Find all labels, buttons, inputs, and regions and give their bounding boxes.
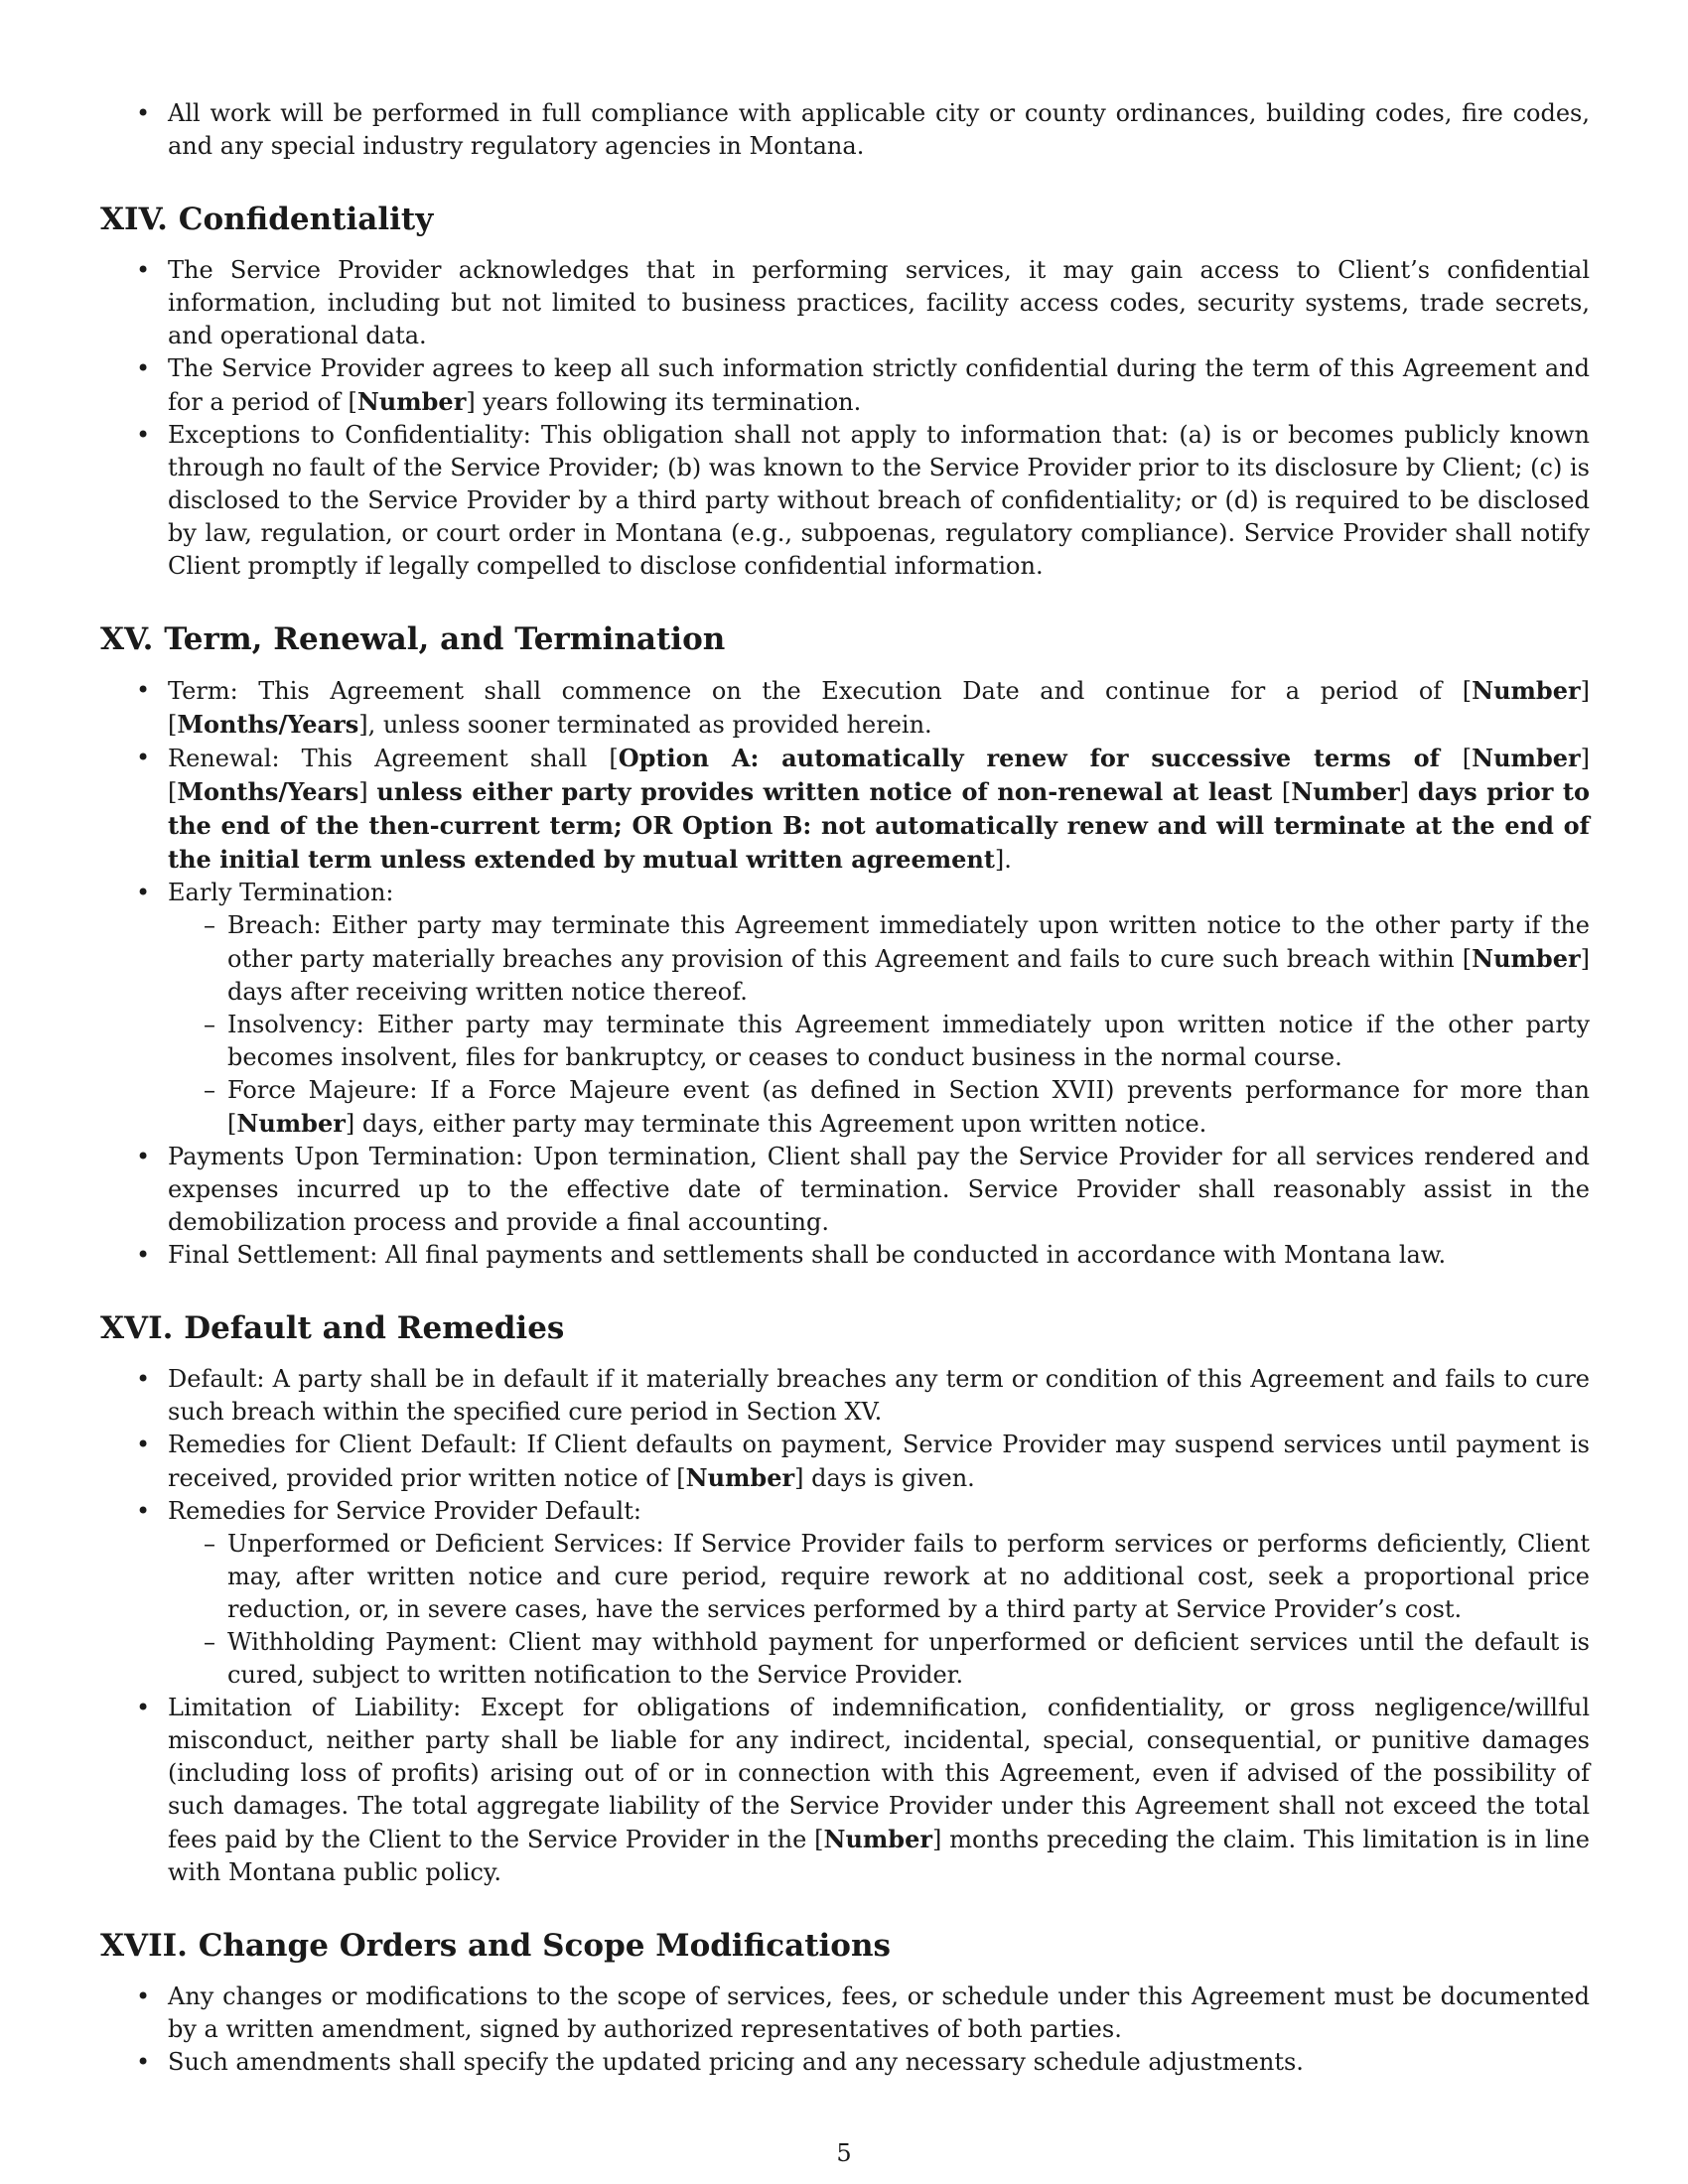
placeholder-field: Number [236, 1109, 346, 1138]
renewal-option-text: days prior to the end of the then-current term; OR Option B: not automatically renew and will terminate at the end of the initial term unless extended by mutual written agreement [168, 777, 1591, 874]
early-termination-item: • Early Termination: – Breach: Either party may terminate this Agreement immediately upon written notice to the other party if the other party materially breaches any provision of this Agreement and fails to cure such breach within [Number] days after receiving written notice thereof. – Insolvency: Either party may terminate this Agreement immediately upon written notice if the other party becomes insolvent, files for bankruptcy, or ceases to conduct business in the normal course. – Force Majeure: If a Force Majeure event (as defined in Section XVII) prevents performance for more than [Number] days, either party may terminate this Agreement upon written notice. [100, 877, 1590, 1141]
document-body [100, 97, 1590, 2079]
section-heading-term: XV. Term, Renewal, and Termination [100, 621, 726, 657]
provider-default-sublist [168, 1528, 1590, 1692]
unperformed-item: – Unperformed or Deficient Services: If Service Provider fails to perform services or performs deficiently, Client may, after written notice and cure period, require rework at no additional cost, seek a proportional price reduction, or, in severe cases, have the services performed by a third party at Service Provider’s cost. [168, 1528, 1590, 1626]
placeholder-field: Months/Years [177, 777, 359, 806]
list-item: • Such amendments shall specify the updated pricing and any necessary schedule adjustments. [100, 2046, 1590, 2079]
placeholder-field: Number [823, 1825, 932, 1853]
compliance-bullet: • All work will be performed in full compliance with applicable city or county ordinances, building codes, fire codes, and any special industry regulatory agencies in Montana. [100, 97, 1590, 163]
section-heading-change-orders: XVII. Change Orders and Scope Modifications [100, 1928, 891, 1964]
placeholder-field: Number [685, 1463, 795, 1492]
provider-default-item: • Remedies for Service Provider Default: – Unperformed or Deficient Services: If Service Provider fails to perform services or performs deficiently, Client may, after written notice and cure period, require rework at no additional cost, seek a proportional price reduction, or, in severe cases, have the services performed by a third party at Service Provider’s cost. – Withholding Payment: Client may withhold payment for unperformed or deficient services until the default is cured, subject to written notification to the Service Provider. [100, 1495, 1590, 1692]
placeholder-field: Number [1472, 676, 1581, 705]
renewal-option-text: unless either party provides written notice of non-renewal at least [376, 777, 1282, 806]
list-item: • The Service Provider acknowledges that in performing services, it may gain access to Client’s confidential information, including but not limited to business practices, facility access codes, security systems, trade secrets, and operational data. [100, 254, 1590, 352]
section-heading-default: XVI. Default and Remedies [100, 1310, 565, 1346]
term-item: • Term: This Agreement shall commence on the Execution Date and continue for a period of [Number] [Months/Years], unless sooner terminated as provided herein. [100, 674, 1590, 742]
placeholder-field: Number [1472, 944, 1581, 973]
default-item: • Default: A party shall be in default if it materially breaches any term or condition of this Agreement and fails to cure such breach within the specified cure period in Section XV. [100, 1363, 1590, 1429]
term-list [100, 674, 1590, 1272]
default-list [100, 1363, 1590, 1889]
breach-item: – Breach: Either party may terminate this Agreement immediately upon written notice to the other party if the other party materially breaches any provision of this Agreement and fails to cure such breach within [Number] days after receiving written notice thereof. [168, 909, 1590, 1009]
confidentiality-list [100, 254, 1590, 583]
page-number: 5 [836, 2139, 852, 2167]
placeholder-field: Months/Years [177, 710, 359, 739]
client-default-item: • Remedies for Client Default: If Client defaults on payment, Service Provider may suspend services until payment is received, provided prior written notice of [Number] days is given. [100, 1429, 1590, 1495]
intro-list [100, 97, 1590, 163]
force-majeure-item: – Force Majeure: If a Force Majeure event (as defined in Section XVII) prevents performance for more than [Number] days, either party may terminate this Agreement upon written notice. [168, 1074, 1590, 1141]
renewal-item: • Renewal: This Agreement shall [Option A: automatically renew for successive terms of [Number] [Months/Years] unless either party provides written notice of non-renewal at least [Number] days prior to the end of the then-current term; OR Option B: not automatically renew and will terminate at the end of the initial term unless extended by mutual written agreement]. [100, 742, 1590, 877]
renewal-option-text: Option A: automatically renew for successive terms of [618, 744, 1463, 772]
limitation-item: • Limitation of Liability: Except for obligations of indemnification, confidentiality, or gross negligence/willful misconduct, neither party shall be liable for any indirect, incidental, special, consequential, or punitive damages (including loss of profits) arising out of or in connection with this Agreement, even if advised of the possibility of such damages. The total aggregate liability of the Service Provider under this Agreement shall not exceed the total fees paid by the Client to the Service Provider in the [Number] months preceding the claim. This limitation is in line with Montana public policy. [100, 1692, 1590, 1889]
final-settlement-item: • Final Settlement: All final payments and settlements shall be conducted in accordance with Montana law. [100, 1239, 1590, 1272]
list-item: • Exceptions to Confidentiality: This obligation shall not apply to information that: (a) is or becomes publicly known through no fault of the Service Provider; (b) was known to the Service Provider prior to its disclosure by Client; (c) is disclosed to the Service Provider by a third party without breach of confidentiality; or (d) is required to be disclosed by law, regulation, or court order in Montana (e.g., subpoenas, regulatory compliance). Service Provider shall notify Client promptly if legally compelled to disclose confidential information. [100, 419, 1590, 583]
placeholder-field: Number [356, 387, 467, 416]
change-orders-list [100, 1980, 1590, 2079]
placeholder-field: Number [1472, 744, 1581, 772]
list-item: • The Service Provider agrees to keep all such information strictly confidential during the term of this Agreement and for a period of [Number] years following its termination. [100, 352, 1590, 419]
payments-item: • Payments Upon Termination: Upon termination, Client shall pay the Service Provider for all services rendered and expenses incurred up to the effective date of termination. Service Provider shall reasonably assist in the demobilization process and provide a final accounting. [100, 1141, 1590, 1239]
early-termination-sublist [168, 909, 1590, 1141]
insolvency-item: – Insolvency: Either party may terminate this Agreement immediately upon written notice if the other party becomes insolvent, files for bankruptcy, or ceases to conduct business in the normal course. [168, 1009, 1590, 1074]
section-heading-confidentiality: XIV. Confidentiality [100, 202, 434, 237]
list-item: • Any changes or modifications to the scope of services, fees, or schedule under this Agreement must be documented by a written amendment, signed by authorized representatives of both parties. [100, 1980, 1590, 2046]
placeholder-field: Number [1291, 777, 1400, 806]
withholding-item: – Withholding Payment: Client may withhold payment for unperformed or deficient services until the default is cured, subject to written notification to the Service Provider. [168, 1626, 1590, 1692]
